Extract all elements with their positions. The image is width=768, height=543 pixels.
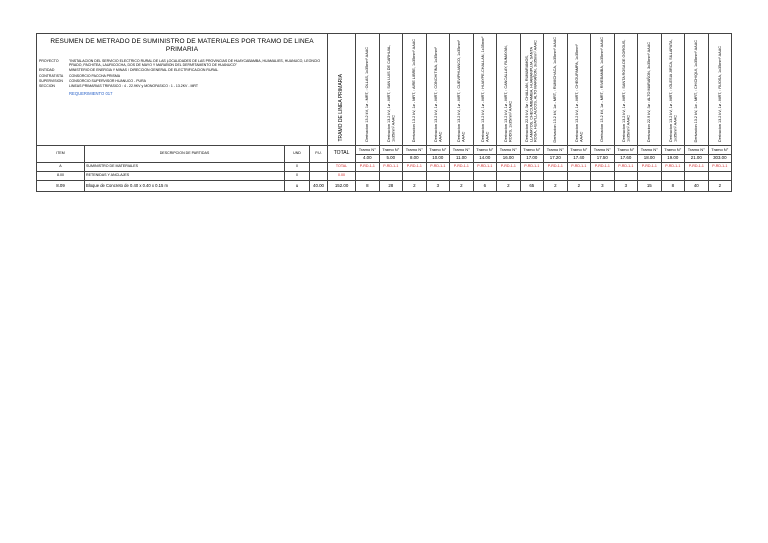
tramo-value-cell: 40 [685,181,709,192]
tramo-number: 11.00 [450,155,474,163]
tramo-value-cell: 8 [356,181,380,192]
tramo-value-cell: 6 [473,181,497,192]
tramo-value-cell [708,172,732,181]
tramo-value-cell: 3 [614,181,638,192]
und-header: UND [285,146,310,163]
tramo-value-cell: P-RD-1-1 [520,163,544,172]
derivation-header [685,34,709,146]
tramo-number: 5.00 [379,155,403,163]
meta-value: LINEAS PRIMARIAS TRIFASICO : 4 - 22.9KV y MONOFASICO : 1 - 13.2KV - MRT [69,84,199,89]
derivation-header [661,34,685,146]
tramo-value-cell: 8 [661,181,685,192]
derivation-header [638,34,662,146]
derivation-label: Derivacion 13.2 kV, 1ø - MRT, : OLLAS, 1x35mm² AAAC [365,47,370,142]
pu-header: P.U. [310,146,328,163]
derivation-label: Derivacion 13.2 kV, 1ø - MRT, : RIVEBAMBA, 1x35mm² AAAC [600,37,605,142]
meta-label: CONTRATISTA [39,73,64,78]
desc-cell: Bloque de Concreto de 0.40 x 0.40 x 0.15 m [85,181,285,192]
tramo-value-cell: P-RD-1-1 [567,163,591,172]
meta-label: PROYECTO [39,59,59,64]
tramo-number: 14.00 [473,155,497,163]
meta-value: MINISTERIO DE ENERGIA Y MINAS / DIRECCION GENERAL DE ELECTRIFICACION RURAL [69,68,219,73]
tramo-label: Tramo N° [473,146,497,155]
pu-cell [310,172,328,181]
derivation-header [520,34,544,146]
tramo-value-cell [567,172,591,181]
tramo-value-cell: P-RD-1-1 [685,163,709,172]
tramo-value-cell: 28 [379,181,403,192]
tramo-value-cell [544,172,568,181]
tramo-value-cell: P-RD-1-1 [544,163,568,172]
table-row [37,181,732,192]
tramo-value-cell: P-RD-1-1 [708,163,732,172]
derivation-header [356,34,380,146]
derivation-header [544,34,568,146]
tramo-number: 17.00 [520,155,544,163]
pu-cell [310,163,328,172]
tramo-number: 10.00 [426,155,450,163]
item-cell: 8.09 [37,181,85,192]
sheet-title: RESUMEN DE METRADO DE SUMINISTRO DE MATERIALES POR TRAMO DE LINEA PRIMARIA [50,38,314,54]
derivation-label: Derivacion 13.2 kV, 1ø - MRT, : RUOSA, 1x35mm² AAAC [717,45,722,142]
meta-label: ENTIDAD [39,68,55,73]
pu-cell: 40.00 [310,181,328,192]
total-header: TOTAL [328,146,356,163]
desc-cell: RETENIDAS Y ANCLAJES [85,172,285,181]
tramo-number: 16.00 [497,155,521,163]
derivation-label: Derivacion 13.2 kV, 1ø - MRT, : RUMICHACA, 1x35mm² AAAC [553,36,558,142]
meta-value: "INSTALACION DEL SERVICIO ELECTRICO RURAL DE LAS LOCALIDADES DE LAS PROVINCIAS DE HUAYCABAMBA, HUAMALIES, HUANUCO, LEONCIO PRADO, PACHITEA, LAURICOCHA, DOS DE MAYO Y MARAÑON DEL DEPARTAMENTO DE HUANUCO" [69,59,321,68]
tramo-value-cell [591,172,615,181]
tramo-value-cell [426,172,450,181]
tramo-value-cell [403,172,427,181]
tramo-value-cell: P-RD-1-1 [450,163,474,172]
tramo-label: Tramo N° [661,146,685,155]
tramo-value-cell [661,172,685,181]
tramo-number: 21.00 [685,155,709,163]
und-cell: 0 [285,163,310,172]
derivation-label: Derivacion 13.2 kV, 1ø - MRT, : CUEVIPHUANCO, 1x35mm² AAAC [457,40,466,142]
derivation-header [708,34,732,146]
tramo-value-cell: P-RD-1-1 [379,163,403,172]
derivation-header [614,34,638,146]
tramo-linea-header: TRAMO DE LINEA PRIMARIA [328,34,356,146]
meta-value: CONSORCIO PACCHA PRISMA [69,73,121,78]
tramo-label: Tramo N° [426,146,450,155]
tramo-label: Tramo N° [520,146,544,155]
tramo-label: Tramo N° [567,146,591,155]
derivation-header [567,34,591,146]
derivation-header [379,34,403,146]
tramo-value-cell: P-RD-1-1 [497,163,521,172]
metrado-table [36,33,732,192]
tramo-label: Tramo N° [638,146,662,155]
tramo-label: Tramo N° [591,146,615,155]
tramo-number: 17.60 [614,155,638,163]
tramo-label: Tramo N° [544,146,568,155]
item-cell: A [37,163,85,172]
project-meta [39,59,325,88]
derivation-label: Derivacion 22.9 kV, 3ø : CHALLAN, RUMARAMOS, LLAMAYOS, CHECUMBAMBA, HUAMANPUJA, SANTA ROSA, HUAYLLAUCOS, ALTO MARAÑON, 3x35mm² AAAC [525,40,538,142]
tramo-label: Tramo N° [497,146,521,155]
derivation-header [497,34,521,146]
tramo-value-cell [379,172,403,181]
tramo-value-cell: 2 [497,181,521,192]
derivation-header [403,34,427,146]
meta-label: SECCION [39,84,55,89]
tramo-number: 8.00 [403,155,427,163]
derivation-label: Derivacion 13.2 kV, 1ø - MRT, : CHICHIQUI, 1x35mm² AAAC [694,39,699,142]
tramo-label: Tramo N° [379,146,403,155]
tramo-value-cell: 2 [544,181,568,192]
tramo-label: Tramo N° [450,146,474,155]
tramo-value-cell: 3 [426,181,450,192]
tramo-value-cell [520,172,544,181]
tramo-value-cell [356,172,380,181]
tramo-value-cell [497,172,521,181]
derivation-header [450,34,474,146]
requerimiento-label: REQUERIMIENTO 017 [69,91,113,97]
meta-label: SUPERVISION [39,78,63,83]
derivation-header [426,34,450,146]
total-cell: 0.00 [328,172,356,181]
tramo-number: 19.00 [661,155,685,163]
tramo-value-cell: P-RD-1-1 [661,163,685,172]
tramo-number: 18.00 [638,155,662,163]
derivation-header [473,34,497,146]
tramo-value-cell: P-RD-1-1 [356,163,380,172]
tramo-number: 17.40 [567,155,591,163]
tramo-value-cell: P-RD-1-1 [638,163,662,172]
meta-value: CONSORCIO SUPERVISOR HUANUCO - PURA [69,78,146,83]
derivation-label: Derivacion 13.2 kV, 1ø - MRT, : SAN LUIS DE CARHUAL, 1x35mm² AAAC [386,44,395,142]
tramo-value-cell: 2 [403,181,427,192]
total-cell: TOTAL [328,163,356,172]
tramo-value-cell [450,172,474,181]
tramo-value-cell: 2 [450,181,474,192]
derivation-label: Derivacion 22.9 kV, 3ø : ALTO MARAÑON, 3x35mm² AAAC [647,41,652,142]
tramo-value-cell: P-RD-1-1 [591,163,615,172]
metrado-sheet [36,33,731,231]
derivation-label: Derivacion 13.2 kV, 1ø - MRT, : CHEGUPAMPA, 1x35mm² AAAC [574,44,583,142]
tramo-label: Tramo N° [403,146,427,155]
tramo-value-cell [614,172,638,181]
title-block [37,34,328,146]
tramo-value-cell: 2 [708,181,732,192]
tramo-label: Tramo N° [685,146,709,155]
derivation-label: Derivacion 13.2 kV, 1ø - MRT, : HUAYPE-CHALLAN, 1x35mm² AAAC [480,36,489,142]
derivation-label: Derivacion 13.2 kV, 1ø - MRT, : CANCALLAY, RUMAYAN, RODIS, 1x35mm² AAAC [504,45,513,142]
tramo-label: Tramo N° [356,146,380,155]
tramo-number: 303.00 [708,155,732,163]
table-row [37,172,732,181]
derivation-label: Derivacion 13.2 kV, 1ø - MRT, : CONCHITINA, 1x35mm² AAAC [433,47,442,142]
derivation-label: Derivacion 13.2 kV, 1ø - MRT, : SANTA ROSA DE GORGUS, 1x35mm² AAAC [621,39,630,142]
derivation-label: Derivacion 13.2 kV, 1ø - MRT, : IGLESIA JIRCA, SILLAPATA, 1x35mm² AAAC [668,39,677,142]
tramo-label: Tramo N° [614,146,638,155]
tramo-value-cell [685,172,709,181]
derivation-label: Derivacion 13.2 kV, 1ø - MRT, : AIRE LIBRE, 1x35mm² AAAC [412,38,417,142]
und-cell: u [285,181,310,192]
tramo-value-cell: 15 [638,181,662,192]
tramo-value-cell: 3 [591,181,615,192]
tramo-number: 17.20 [544,155,568,163]
tramo-number: 4.00 [356,155,380,163]
tramo-value-cell [638,172,662,181]
tramo-value-cell: P-RD-1-1 [473,163,497,172]
table-row [37,163,732,172]
total-cell: 152.00 [328,181,356,192]
tramo-value-cell [473,172,497,181]
tramo-value-cell: 2 [567,181,591,192]
item-cell: 8.00 [37,172,85,181]
tramo-value-cell: P-RD-1-1 [614,163,638,172]
desc-cell: SUMINISTRO DE MATERIALES [85,163,285,172]
tramo-number: 17.50 [591,155,615,163]
und-cell: 0 [285,172,310,181]
tramo-value-cell: P-RD-1-1 [403,163,427,172]
item-header: ITEM [37,146,85,163]
tramo-label: Tramo N° [708,146,732,155]
descripcion-header: DESCRIPCION DE PARTIDAS [85,146,285,163]
tramo-value-cell: P-RD-1-1 [426,163,450,172]
derivation-header [591,34,615,146]
tramo-value-cell: 65 [520,181,544,192]
